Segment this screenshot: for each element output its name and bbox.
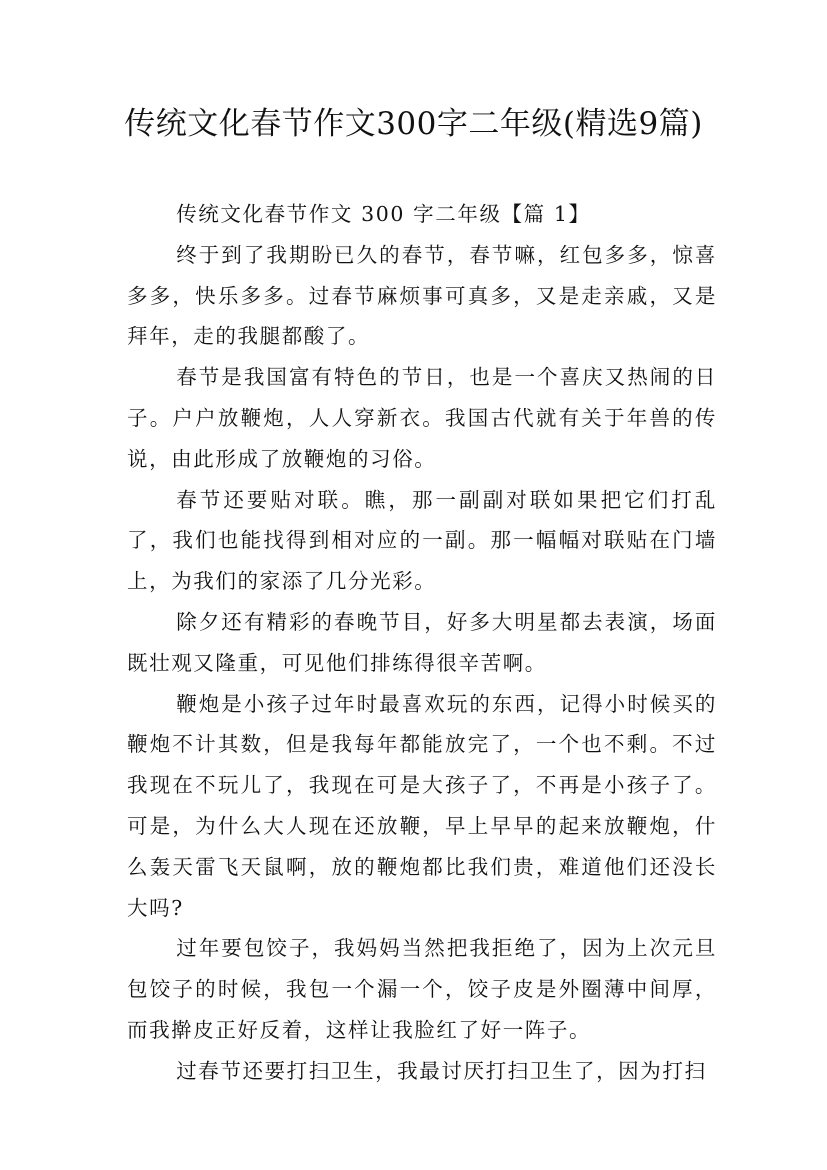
document-title: 传统文化春节作文300字二年级(精选9篇): [124, 106, 703, 142]
paragraph: 过年要包饺子，我妈妈当然把我拒绝了，因为上次元旦包饺子的时候，我包一个漏一个，饺子皮是外圈薄中间厚，而我擀皮正好反着，这样让我脸红了好一阵子。: [127, 936, 717, 1042]
paragraph: 终于到了我期盼已久的春节，春节嘛，红包多多，惊喜多多，快乐多多。过春节麻烦事可真多，又是走亲戚，又是拜年，走的我腿都酸了。: [127, 242, 717, 349]
section-heading: 传统文化春节作文 300 字二年级【篇 1】: [176, 202, 591, 226]
paragraph: 除夕还有精彩的春晚节目，好多大明星都去表演，场面既壮观又隆重，可见他们排练得很辛苦啊。: [127, 609, 717, 675]
paragraph: 过春节还要打扫卫生，我最讨厌打扫卫生了，因为打扫: [176, 1058, 707, 1083]
paragraph: 春节是我国富有特色的节日，也是一个喜庆又热闹的日子。户户放鞭炮，人人穿新衣。我国古代就有关于年兽的传说，由此形成了放鞭炮的习俗。: [127, 365, 717, 471]
paragraph: 春节还要贴对联。瞧，那一副副对联如果把它们打乱了，我们也能找得到相对应的一副。那一幅幅对联贴在门墙上，为我们的家添了几分光彩。: [127, 487, 717, 594]
paragraph: 鞭炮是小孩子过年时最喜欢玩的东西，记得小时候买的鞭炮不计其数，但是我每年都能放完了，一个也不剩。不过我现在不玩儿了，我现在可是大孩子了，不再是小孩子了。可是，为什么大人现在还放鞭，早上早早的起来放鞭炮，什么轰天雷飞天鼠啊，放的鞭炮都比我们贵，难道他们还没长大吗?: [127, 691, 717, 920]
document-body: [127, 194, 717, 1092]
